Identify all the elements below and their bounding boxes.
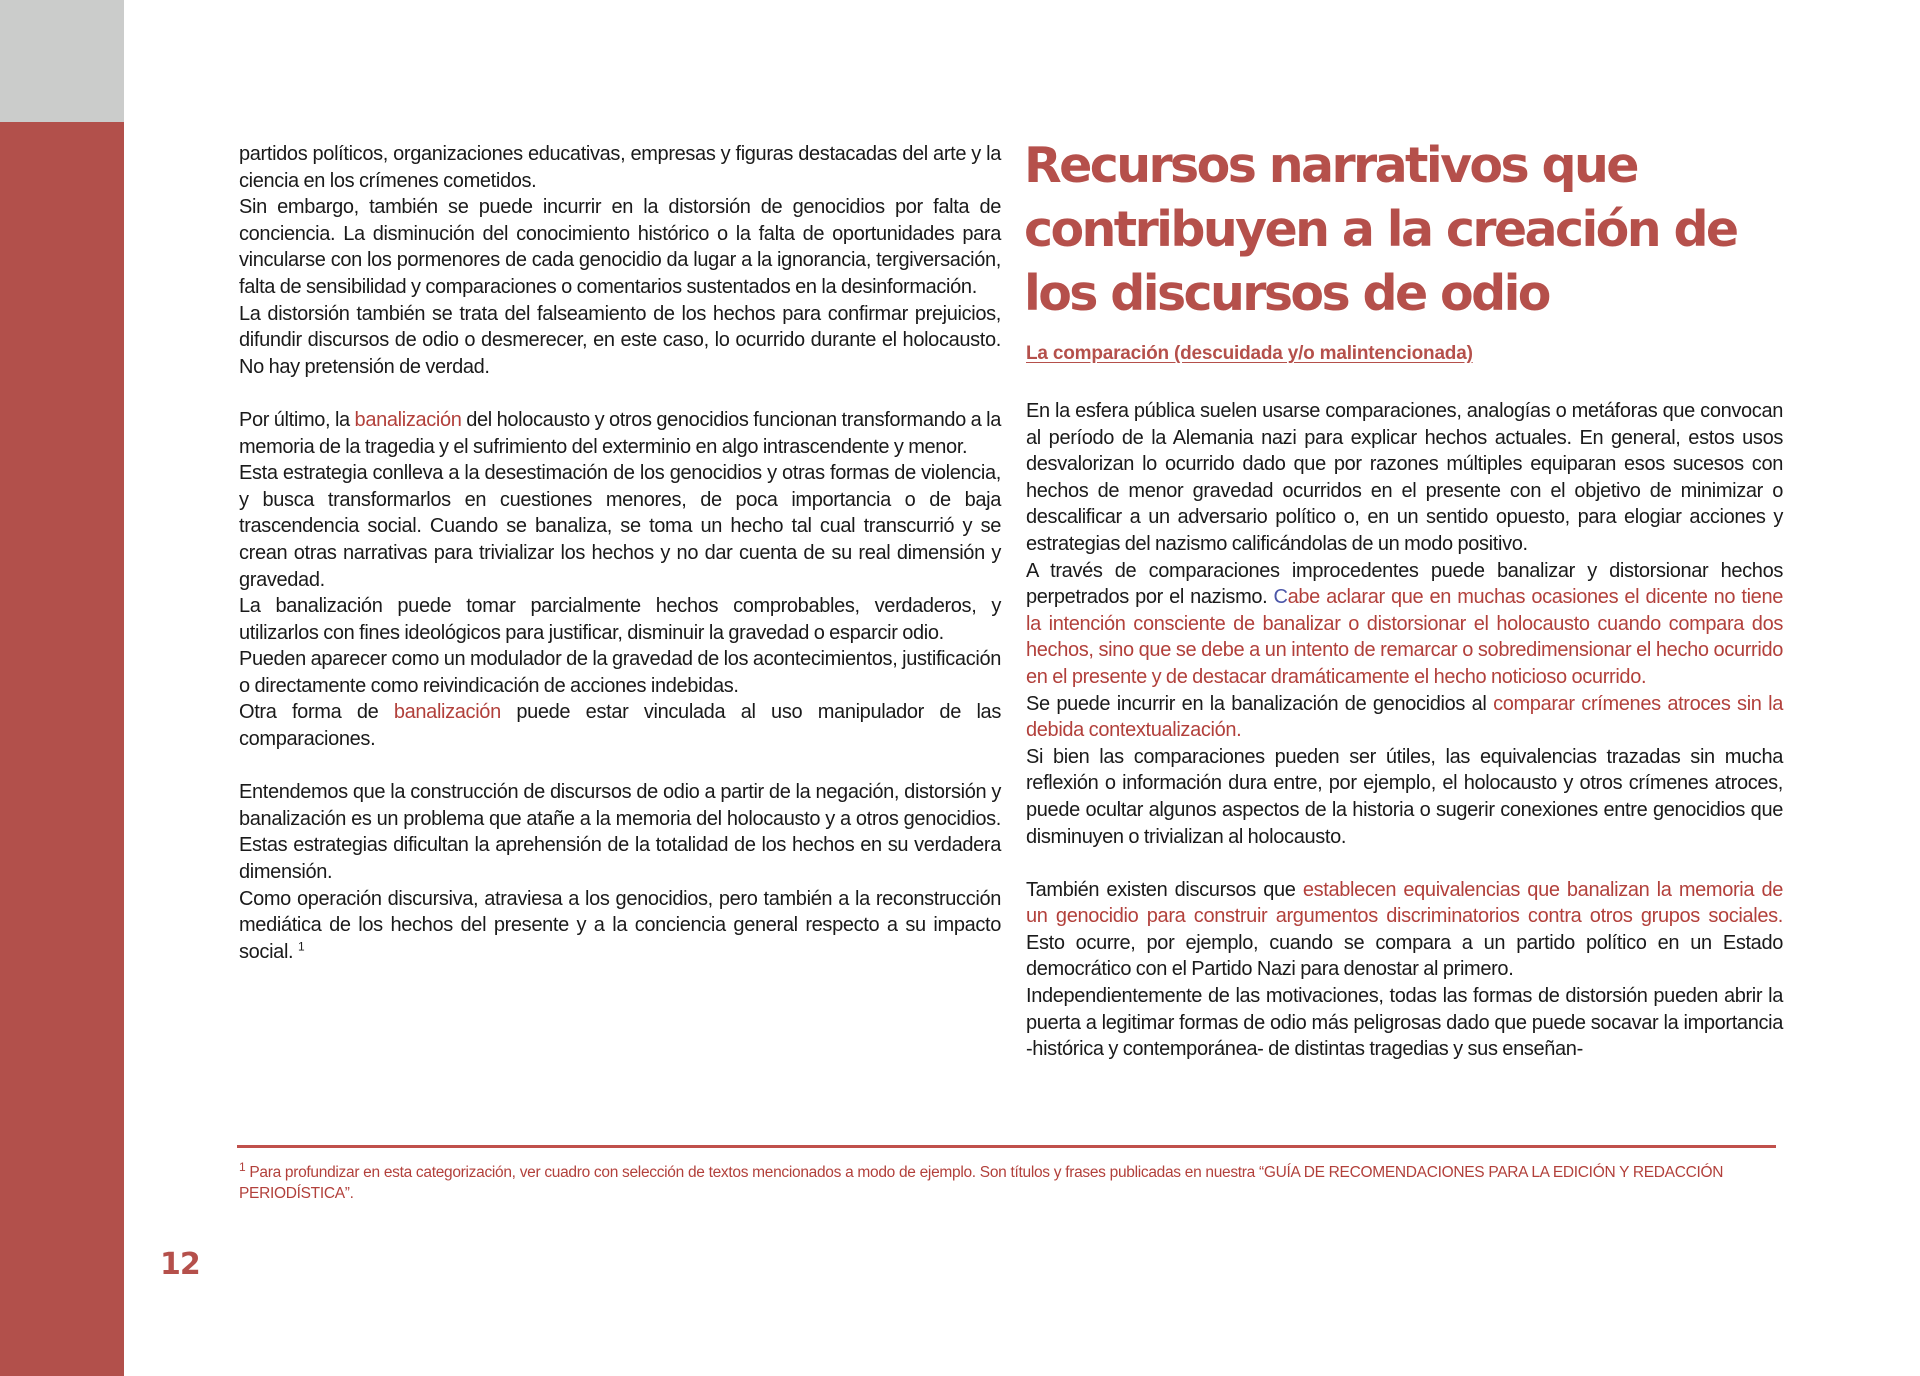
paragraph: partidos políticos, organizaciones educativas, empresas y figuras destacadas del arte y la ciencia en los crímenes cometidos. [239,143,1001,192]
paragraph-banalizacion-intro: Por último, la banalización del holocausto y otros genocidios funcionan transformando a la memoria de la tragedia y el sufrimiento del exterminio en algo intrascendente y menor. [239,408,1001,458]
paragraph: Independientemente de las motivaciones, todas las formas de distorsión pueden abrir la puerta a legitimar formas de odio más peligrosas dado que puede socavar la importancia -histórica y contemporánea- de distintas tragedias y sus enseñan- [1026,985,1783,1061]
paragraph: En la esfera pública suelen usarse comparaciones, analogías o metáforas que convocan al período de la Alemania nazi para explicar hechos actuales. En general, estos usos desvalorizan lo ocurrido dado que por razones múltiples equiparan esos sucesos con hechos de menor gravedad ocurridos en el presente con el objetivo de minimizar o descalificar a un adversario político o, en un sentido opuesto, para elogiar acciones y estrategias del nazismo calificándolas de un modo positivo. [1026,400,1783,555]
highlighted-sentence: abe aclarar que en muchas ocasiones el dicente no tiene la intención consciente de banalizar o distorsionar el holocausto cuando compara dos hechos, sino que se debe a un intento de remarcar o sobredimensionar el hecho ocurrido en el presente y de destacar dramáticamente el hecho noticioso ocurrido. [1026,586,1783,688]
footnote-reference[interactable]: 1 [297,939,305,954]
paragraph: Entendemos que la construcción de discursos de odio a partir de la negación, distorsión y banalización es un problema que atañe a la memoria del holocausto y a otros genocidios. Estas estrategias dificultan la aprehensión de la totalidad de los hechos en su verdadera dimensión. [239,781,1001,884]
paragraph: También existen discursos que establecen equivalencias que banalizan la memoria de un genocidio para construir argumentos discriminatorios contra otros grupos sociales. Esto ocurre, por ejemplo, cuando se compara a un partido político en un Estado democrático con el Partido Nazi para denostar al primero. [1026,878,1783,981]
sidebar-top-gray-block [0,0,124,122]
footnote-marker: 1 [239,1159,246,1174]
paragraph: Sin embargo, también se puede incurrir en la distorsión de genocidios por falta de conciencia. La disminución del conocimiento histórico o la falta de oportunidades para vincularse con los pormenores de cada genocidio da lugar a la ignorancia, tergiversación, falta de sensibilidad y comparaciones o comentarios sustentados en la desinformación. [239,196,1001,298]
sidebar-red-band [0,122,124,1376]
footnote-divider [237,1145,1776,1148]
highlighted-term: banalización [393,701,501,724]
section-subheading: La comparación (descuidada y/o malintencionada) [1026,343,1473,364]
paragraph: La distorsión también se trata del falseamiento de los hechos para confirmar prejuicios, difundir discursos de odio o desmerecer, en este caso, lo ocurrido durante el holocausto. No hay pretensión de verdad. [239,302,1001,378]
paragraph: Como operación discursiva, atraviesa a los genocidios, pero también a la reconstrucción mediática de los hechos del presente y a la conciencia general respecto a su impacto social. $^1$ [239,887,1001,963]
paragraph-gap [1026,850,1783,877]
page-number: 12 [160,1247,200,1282]
right-text-column [1026,398,1783,1063]
paragraph-gap [239,753,1001,780]
paragraph: Otra forma de banalización puede estar vinculada al uso manipulador de las comparaciones. [239,701,1001,751]
paragraph: Se puede incurrir en la banalización de genocidios al comparar crímenes atroces sin la debida contextualización. [1026,692,1783,742]
highlighted-initial: C [1273,586,1288,609]
highlighted-term: banalización [354,408,462,431]
paragraph-gap [239,380,1001,407]
footnote [239,1159,1784,1204]
paragraph: A través de comparaciones improcedentes puede banalizar y distorsionar hechos perpetrados por el nazismo. Cabe aclarar que en muchas ocasiones el dicente no tiene la intención consciente de banalizar o distorsionar el holocausto cuando compara dos hechos, sino que se debe a un intento de remarcar o sobredimensionar el hecho ocurrido en el presente y de destacar dramáticamente el hecho noticioso ocurrido. [1026,559,1783,688]
paragraph: Si bien las comparaciones pueden ser útiles, las equivalencias trazadas sin mucha reflexión o información dura entre, por ejemplo, el holocausto y otros crímenes atroces, puede ocultar algunos aspectos de la historia o sugerir conexiones entre genocidios que disminuyen o trivializan al holocausto. [1026,745,1783,848]
highlighted-sentence: establecen equivalencias que banalizan la memoria de un genocidio para construir argumentos discriminatorios contra otros grupos sociales. [1026,878,1783,928]
highlighted-sentence: comparar crímenes atroces sin la debida contextualización. [1026,692,1783,742]
footnote-text: Para profundizar en esta categorización, ver cuadro con selección de textos mencionados a modo de ejemplo. Son títulos y frases publicadas en nuestra “GUÍA DE RECOMENDACIONES PARA LA EDICIÓN Y REDACCIÓN PERIODÍSTICA”. [239,1164,1724,1202]
paragraph: La banalización puede tomar parcialmente hechos comprobables, verdaderos, y utilizarlos con fines ideológicos para justificar, disminuir la gravedad o esparcir odio. [239,595,1001,644]
section-title: Recursos narrativos que contribuyen a la creación de los discursos de odio [1024,137,1737,322]
paragraph: Esta estrategia conlleva a la desestimación de los genocidios y otras formas de violencia, y busca transformarlos en cuestiones menores, de poca importancia o de baja trascendencia social. Cuando se banaliza, se toma un hecho tal cual transcurrió y se crean otras narrativas para trivializar los hechos y no dar cuenta de su real dimensión y gravedad. [239,462,1001,591]
paragraph: Pueden aparecer como un modulador de la gravedad de los acontecimientos, justificación o directamente como reivindicación de acciones indebidas. [239,648,1001,697]
left-text-column [239,141,1001,965]
